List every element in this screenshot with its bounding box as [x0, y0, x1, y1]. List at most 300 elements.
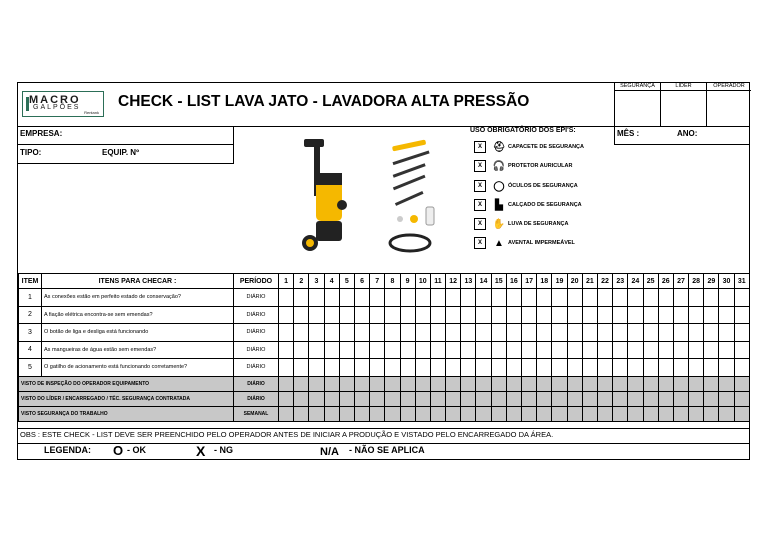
visto-check-cell[interactable]	[643, 376, 658, 391]
day-check-cell[interactable]	[613, 324, 628, 342]
day-check-cell[interactable]	[613, 306, 628, 324]
day-check-cell[interactable]	[461, 341, 476, 359]
visto-check-cell[interactable]	[309, 391, 324, 406]
day-check-cell[interactable]	[613, 341, 628, 359]
header-day: 2	[294, 274, 309, 289]
day-check-cell[interactable]	[567, 341, 582, 359]
visto-check-cell[interactable]	[719, 376, 734, 391]
glove-icon: ✋	[492, 218, 506, 230]
header-day: 17	[522, 274, 537, 289]
day-check-cell[interactable]	[324, 289, 339, 307]
day-check-cell[interactable]	[689, 341, 704, 359]
day-check-cell[interactable]	[415, 289, 430, 307]
epi-checkbox[interactable]: X	[474, 237, 486, 249]
epi-item-oculos	[474, 179, 578, 193]
tipo-field[interactable]	[18, 145, 234, 164]
day-check-cell[interactable]	[537, 289, 552, 307]
day-check-cell[interactable]	[385, 324, 400, 342]
visto-check-cell[interactable]	[279, 376, 294, 391]
day-check-cell[interactable]	[324, 341, 339, 359]
day-check-cell[interactable]	[658, 341, 673, 359]
day-check-cell[interactable]	[354, 324, 369, 342]
visto-check-cell[interactable]	[415, 406, 430, 421]
day-check-cell[interactable]	[597, 324, 612, 342]
signature-box-operador[interactable]	[707, 82, 751, 126]
helmet-icon: ⛑	[492, 141, 506, 153]
visto-check-cell[interactable]	[324, 391, 339, 406]
legend-ng-symbol: X	[196, 443, 206, 459]
day-check-cell[interactable]	[643, 306, 658, 324]
header-day: 25	[643, 274, 658, 289]
day-check-cell[interactable]	[522, 306, 537, 324]
day-check-cell[interactable]	[673, 306, 688, 324]
day-check-cell[interactable]	[689, 289, 704, 307]
visto-check-cell[interactable]	[522, 391, 537, 406]
day-check-cell[interactable]	[673, 341, 688, 359]
header-day: 12	[446, 274, 461, 289]
day-check-cell[interactable]	[279, 341, 294, 359]
day-check-cell[interactable]	[446, 359, 461, 377]
visto-check-cell[interactable]	[734, 376, 749, 391]
day-check-cell[interactable]	[461, 289, 476, 307]
day-check-cell[interactable]	[628, 341, 643, 359]
accessories-icon	[390, 140, 434, 251]
visto-periodo: DIÁRIO	[234, 376, 279, 391]
day-check-cell[interactable]	[370, 359, 385, 377]
day-check-cell[interactable]	[537, 324, 552, 342]
day-check-cell[interactable]	[734, 306, 749, 324]
visto-check-cell[interactable]	[294, 391, 309, 406]
day-check-cell[interactable]	[582, 359, 597, 377]
day-check-cell[interactable]	[400, 306, 415, 324]
day-check-cell[interactable]	[324, 306, 339, 324]
visto-check-cell[interactable]	[461, 406, 476, 421]
visto-check-cell[interactable]	[385, 406, 400, 421]
day-check-cell[interactable]	[430, 324, 445, 342]
visto-check-cell[interactable]	[567, 406, 582, 421]
day-check-cell[interactable]	[506, 324, 521, 342]
day-check-cell[interactable]	[339, 359, 354, 377]
visto-periodo: DIÁRIO	[234, 391, 279, 406]
visto-check-cell[interactable]	[506, 406, 521, 421]
day-check-cell[interactable]	[491, 341, 506, 359]
day-check-cell[interactable]	[704, 324, 719, 342]
day-check-cell[interactable]	[597, 306, 612, 324]
visto-check-cell[interactable]	[370, 376, 385, 391]
day-check-cell[interactable]	[719, 324, 734, 342]
visto-check-cell[interactable]	[370, 391, 385, 406]
day-check-cell[interactable]	[385, 341, 400, 359]
visto-check-cell[interactable]	[400, 391, 415, 406]
day-check-cell[interactable]	[309, 324, 324, 342]
visto-check-cell[interactable]	[689, 391, 704, 406]
visto-check-cell[interactable]	[643, 406, 658, 421]
day-check-cell[interactable]	[734, 324, 749, 342]
visto-check-cell[interactable]	[476, 376, 491, 391]
epi-checkbox[interactable]: X	[474, 160, 486, 172]
visto-check-cell[interactable]	[673, 376, 688, 391]
visto-check-cell[interactable]	[673, 391, 688, 406]
visto-check-cell[interactable]	[704, 376, 719, 391]
row-description: O botão de liga e desliga está funcionando	[42, 324, 234, 342]
day-check-cell[interactable]	[339, 306, 354, 324]
day-check-cell[interactable]	[476, 324, 491, 342]
row-description: A fiação elétrica encontra-se sem emendas?	[42, 306, 234, 324]
day-check-cell[interactable]	[597, 359, 612, 377]
day-check-cell[interactable]	[734, 359, 749, 377]
equip-label: EQUIP. Nº	[102, 148, 140, 157]
day-check-cell[interactable]	[400, 359, 415, 377]
visto-check-cell[interactable]	[613, 391, 628, 406]
day-check-cell[interactable]	[309, 289, 324, 307]
day-check-cell[interactable]	[628, 359, 643, 377]
day-check-cell[interactable]	[400, 289, 415, 307]
day-check-cell[interactable]	[294, 341, 309, 359]
day-check-cell[interactable]	[279, 324, 294, 342]
day-check-cell[interactable]	[415, 359, 430, 377]
day-check-cell[interactable]	[613, 359, 628, 377]
epi-item-avental	[474, 236, 575, 250]
day-check-cell[interactable]	[370, 306, 385, 324]
day-check-cell[interactable]	[400, 341, 415, 359]
visto-check-cell[interactable]	[613, 406, 628, 421]
visto-check-cell[interactable]	[582, 391, 597, 406]
signature-box-seguranca[interactable]	[615, 82, 661, 126]
tipo-label: TIPO:	[20, 148, 42, 157]
visto-check-cell[interactable]	[354, 406, 369, 421]
day-check-cell[interactable]	[476, 341, 491, 359]
day-check-cell[interactable]	[309, 306, 324, 324]
day-check-cell[interactable]	[430, 289, 445, 307]
day-check-cell[interactable]	[506, 306, 521, 324]
visto-check-cell[interactable]	[552, 406, 567, 421]
visto-check-cell[interactable]	[673, 406, 688, 421]
day-check-cell[interactable]	[704, 289, 719, 307]
day-check-cell[interactable]	[415, 306, 430, 324]
visto-check-cell[interactable]	[309, 376, 324, 391]
visto-check-cell[interactable]	[522, 406, 537, 421]
day-check-cell[interactable]	[385, 289, 400, 307]
day-check-cell[interactable]	[643, 289, 658, 307]
day-check-cell[interactable]	[446, 324, 461, 342]
visto-check-cell[interactable]	[385, 376, 400, 391]
visto-check-cell[interactable]	[597, 391, 612, 406]
visto-check-cell[interactable]	[658, 376, 673, 391]
visto-check-cell[interactable]	[354, 391, 369, 406]
day-check-cell[interactable]	[324, 359, 339, 377]
day-check-cell[interactable]	[734, 289, 749, 307]
day-check-cell[interactable]	[476, 306, 491, 324]
day-check-cell[interactable]	[370, 289, 385, 307]
day-check-cell[interactable]	[597, 341, 612, 359]
day-check-cell[interactable]	[658, 289, 673, 307]
legend-title: LEGENDA:	[44, 445, 91, 455]
visto-check-cell[interactable]	[446, 406, 461, 421]
visto-check-cell[interactable]	[339, 406, 354, 421]
header-day: 30	[719, 274, 734, 289]
day-check-cell[interactable]	[537, 341, 552, 359]
day-check-cell[interactable]	[552, 324, 567, 342]
day-check-cell[interactable]	[719, 341, 734, 359]
visto-check-cell[interactable]	[552, 391, 567, 406]
visto-check-cell[interactable]	[370, 406, 385, 421]
visto-check-cell[interactable]	[537, 406, 552, 421]
day-check-cell[interactable]	[294, 324, 309, 342]
visto-check-cell[interactable]	[339, 391, 354, 406]
visto-check-cell[interactable]	[279, 406, 294, 421]
day-check-cell[interactable]	[582, 324, 597, 342]
day-check-cell[interactable]	[354, 289, 369, 307]
visto-check-cell[interactable]	[324, 406, 339, 421]
visto-check-cell[interactable]	[446, 376, 461, 391]
visto-check-cell[interactable]	[506, 391, 521, 406]
row-description: O gatilho de acionamento está funcionando corretamente?	[42, 359, 234, 377]
day-check-cell[interactable]	[461, 324, 476, 342]
day-check-cell[interactable]	[491, 306, 506, 324]
visto-check-cell[interactable]	[567, 376, 582, 391]
header-day: 31	[734, 274, 749, 289]
day-check-cell[interactable]	[506, 289, 521, 307]
day-check-cell[interactable]	[354, 359, 369, 377]
epi-label: CALÇADO DE SEGURANÇA	[508, 202, 582, 208]
day-check-cell[interactable]	[567, 289, 582, 307]
day-check-cell[interactable]	[324, 324, 339, 342]
day-check-cell[interactable]	[719, 289, 734, 307]
day-check-cell[interactable]	[613, 289, 628, 307]
day-check-cell[interactable]	[279, 359, 294, 377]
day-check-cell[interactable]	[704, 359, 719, 377]
day-check-cell[interactable]	[279, 289, 294, 307]
day-check-cell[interactable]	[279, 306, 294, 324]
header-day: 19	[552, 274, 567, 289]
header-day: 11	[430, 274, 445, 289]
epi-checkbox[interactable]: X	[474, 180, 486, 192]
day-check-cell[interactable]	[461, 306, 476, 324]
day-check-cell[interactable]	[522, 324, 537, 342]
day-check-cell[interactable]	[552, 359, 567, 377]
day-check-cell[interactable]	[522, 359, 537, 377]
day-check-cell[interactable]	[309, 341, 324, 359]
day-check-cell[interactable]	[430, 341, 445, 359]
day-check-cell[interactable]	[689, 324, 704, 342]
visto-row	[19, 376, 750, 391]
day-check-cell[interactable]	[339, 341, 354, 359]
visto-check-cell[interactable]	[400, 406, 415, 421]
day-check-cell[interactable]	[491, 359, 506, 377]
day-check-cell[interactable]	[658, 359, 673, 377]
row-number: 2	[19, 306, 42, 324]
day-check-cell[interactable]	[354, 341, 369, 359]
visto-check-cell[interactable]	[294, 376, 309, 391]
signature-box-lider[interactable]	[661, 82, 707, 126]
visto-check-cell[interactable]	[415, 376, 430, 391]
day-check-cell[interactable]	[309, 359, 324, 377]
day-check-cell[interactable]	[582, 289, 597, 307]
visto-periodo: SEMANAL	[234, 406, 279, 421]
visto-check-cell[interactable]	[415, 391, 430, 406]
day-check-cell[interactable]	[704, 341, 719, 359]
day-check-cell[interactable]	[582, 341, 597, 359]
visto-check-cell[interactable]	[719, 406, 734, 421]
visto-check-cell[interactable]	[430, 376, 445, 391]
empresa-field[interactable]	[18, 126, 234, 145]
day-check-cell[interactable]	[689, 306, 704, 324]
day-check-cell[interactable]	[522, 289, 537, 307]
checklist-table	[18, 273, 750, 422]
visto-check-cell[interactable]	[430, 391, 445, 406]
day-check-cell[interactable]	[294, 289, 309, 307]
epi-checkbox[interactable]: X	[474, 218, 486, 230]
day-check-cell[interactable]	[673, 324, 688, 342]
day-check-cell[interactable]	[354, 306, 369, 324]
mes-ano-field[interactable]	[614, 126, 749, 145]
header-day: 10	[415, 274, 430, 289]
visto-check-cell[interactable]	[582, 376, 597, 391]
day-check-cell[interactable]	[430, 306, 445, 324]
visto-check-cell[interactable]	[734, 391, 749, 406]
header-day: 6	[354, 274, 369, 289]
visto-check-cell[interactable]	[643, 391, 658, 406]
day-check-cell[interactable]	[658, 306, 673, 324]
visto-check-cell[interactable]	[354, 376, 369, 391]
day-check-cell[interactable]	[537, 306, 552, 324]
visto-check-cell[interactable]	[491, 391, 506, 406]
day-check-cell[interactable]	[385, 359, 400, 377]
header-day: 5	[339, 274, 354, 289]
legend-ok: - OK	[127, 445, 146, 455]
visto-check-cell[interactable]	[461, 376, 476, 391]
day-check-cell[interactable]	[461, 359, 476, 377]
visto-check-cell[interactable]	[704, 391, 719, 406]
visto-check-cell[interactable]	[658, 406, 673, 421]
visto-check-cell[interactable]	[704, 406, 719, 421]
visto-check-cell[interactable]	[567, 391, 582, 406]
day-check-cell[interactable]	[294, 359, 309, 377]
day-check-cell[interactable]	[552, 341, 567, 359]
visto-check-cell[interactable]	[400, 376, 415, 391]
visto-check-cell[interactable]	[582, 406, 597, 421]
row-number: 1	[19, 289, 42, 307]
visto-check-cell[interactable]	[734, 406, 749, 421]
day-check-cell[interactable]	[476, 289, 491, 307]
visto-check-cell[interactable]	[613, 376, 628, 391]
visto-check-cell[interactable]	[597, 406, 612, 421]
header-day: 21	[582, 274, 597, 289]
day-check-cell[interactable]	[567, 359, 582, 377]
day-check-cell[interactable]	[719, 306, 734, 324]
day-check-cell[interactable]	[658, 324, 673, 342]
visto-check-cell[interactable]	[628, 406, 643, 421]
day-check-cell[interactable]	[537, 359, 552, 377]
day-check-cell[interactable]	[734, 341, 749, 359]
day-check-cell[interactable]	[491, 324, 506, 342]
visto-check-cell[interactable]	[309, 406, 324, 421]
day-check-cell[interactable]	[643, 341, 658, 359]
visto-check-cell[interactable]	[294, 406, 309, 421]
visto-check-cell[interactable]	[491, 376, 506, 391]
visto-check-cell[interactable]	[476, 406, 491, 421]
day-check-cell[interactable]	[673, 289, 688, 307]
day-check-cell[interactable]	[294, 306, 309, 324]
visto-check-cell[interactable]	[491, 406, 506, 421]
visto-check-cell[interactable]	[628, 376, 643, 391]
day-check-cell[interactable]	[415, 324, 430, 342]
day-check-cell[interactable]	[476, 359, 491, 377]
day-check-cell[interactable]	[506, 341, 521, 359]
day-check-cell[interactable]	[643, 359, 658, 377]
day-check-cell[interactable]	[339, 289, 354, 307]
day-check-cell[interactable]	[552, 289, 567, 307]
day-check-cell[interactable]	[400, 324, 415, 342]
visto-check-cell[interactable]	[430, 406, 445, 421]
day-check-cell[interactable]	[643, 324, 658, 342]
visto-check-cell[interactable]	[506, 376, 521, 391]
visto-check-cell[interactable]	[537, 376, 552, 391]
day-check-cell[interactable]	[704, 306, 719, 324]
epi-checkbox[interactable]: X	[474, 199, 486, 211]
day-check-cell[interactable]	[446, 289, 461, 307]
day-check-cell[interactable]	[689, 359, 704, 377]
day-check-cell[interactable]	[628, 289, 643, 307]
epi-label: AVENTAL IMPERMEÁVEL	[508, 240, 575, 246]
divider	[18, 428, 749, 429]
visto-check-cell[interactable]	[446, 391, 461, 406]
day-check-cell[interactable]	[719, 359, 734, 377]
visto-check-cell[interactable]	[689, 406, 704, 421]
visto-check-cell[interactable]	[658, 391, 673, 406]
day-check-cell[interactable]	[673, 359, 688, 377]
visto-check-cell[interactable]	[279, 391, 294, 406]
page-title: CHECK - LIST LAVA JATO - LAVADORA ALTA PRESSÃO	[118, 93, 530, 110]
day-check-cell[interactable]	[415, 341, 430, 359]
day-check-cell[interactable]	[628, 306, 643, 324]
day-check-cell[interactable]	[446, 306, 461, 324]
day-check-cell[interactable]	[522, 341, 537, 359]
visto-check-cell[interactable]	[597, 376, 612, 391]
day-check-cell[interactable]	[370, 324, 385, 342]
day-check-cell[interactable]	[582, 306, 597, 324]
day-check-cell[interactable]	[567, 324, 582, 342]
table-row	[19, 306, 750, 324]
day-check-cell[interactable]	[385, 306, 400, 324]
day-check-cell[interactable]	[430, 359, 445, 377]
header-day: 13	[461, 274, 476, 289]
visto-check-cell[interactable]	[339, 376, 354, 391]
visto-check-cell[interactable]	[522, 376, 537, 391]
visto-check-cell[interactable]	[476, 391, 491, 406]
visto-check-cell[interactable]	[719, 391, 734, 406]
visto-check-cell[interactable]	[385, 391, 400, 406]
day-check-cell[interactable]	[491, 289, 506, 307]
day-check-cell[interactable]	[552, 306, 567, 324]
checklist-sheet	[17, 82, 750, 460]
day-check-cell[interactable]	[597, 289, 612, 307]
visto-check-cell[interactable]	[628, 391, 643, 406]
visto-check-cell[interactable]	[461, 391, 476, 406]
epi-checkbox[interactable]: X	[474, 141, 486, 153]
visto-check-cell[interactable]	[537, 391, 552, 406]
day-check-cell[interactable]	[446, 341, 461, 359]
day-check-cell[interactable]	[567, 306, 582, 324]
visto-check-cell[interactable]	[689, 376, 704, 391]
day-check-cell[interactable]	[370, 341, 385, 359]
header-day: 29	[704, 274, 719, 289]
day-check-cell[interactable]	[506, 359, 521, 377]
visto-check-cell[interactable]	[324, 376, 339, 391]
visto-check-cell[interactable]	[552, 376, 567, 391]
day-check-cell[interactable]	[339, 324, 354, 342]
day-check-cell[interactable]	[628, 324, 643, 342]
